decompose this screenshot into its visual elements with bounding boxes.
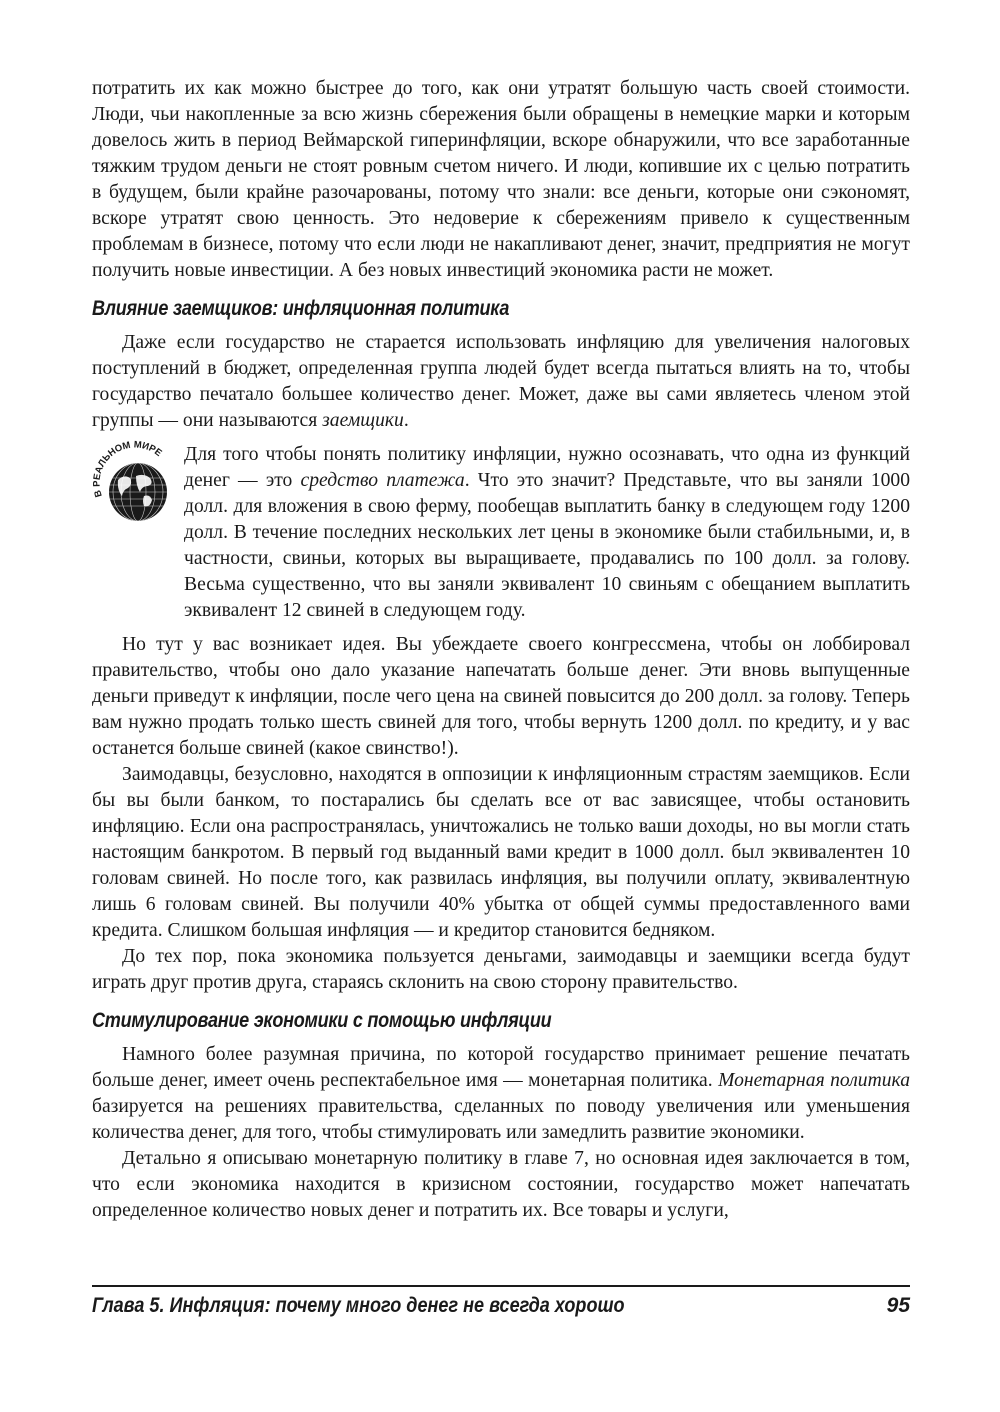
sidebar-text xyxy=(184,442,910,624)
emphasis-term: Монетарная политика xyxy=(718,1070,910,1091)
borrowers-paragraph-1 xyxy=(92,330,910,434)
intro-paragraph: потратить их как можно быстрее до того, как они утратят большую часть своей стоимости. Люди, чьи накопленные за всю жизнь сбережения были обращены в немецкие марки и которым довелось жить в период Веймарской гиперинфляции, вскоре обнаружили, что все заработанные тяжким трудом деньги не стоят ровным счетом ничего. И люди, копившие их с целью потратить в будущем, были крайне разочарованы, потому что знали: все деньги, которые они сэкономят, вскоре утратят свою ценность. Это недоверие к сбережениям привело к существенным проблемам в бизнесе, потому что если люди не накапливают денег, значит, предприятия не могут получить новые инвестиции. А без новых инвестиций экономика расти не может. xyxy=(92,78,910,281)
globe-icon xyxy=(88,440,180,532)
running-chapter-title: Глава 5. Инфляция: почему много денег не всегда хорошо xyxy=(92,1294,625,1317)
paragraph-text: Намного более разумная причина, по которой государство принимает решение печатать больше денег, имеет очень респектабельное имя — монетарная политика. xyxy=(92,1044,910,1091)
page-body xyxy=(92,76,910,1224)
paragraph-text: Даже если государство не старается использовать инфляцию для увеличения налоговых поступлений в бюджет, определенная группа людей будет всегда пытаться влиять на то, чтобы государство печатало большее количество денег. Может, даже вы сами являетесь членом этой группы — они называются xyxy=(92,332,910,431)
footer-divider xyxy=(92,1285,910,1287)
page-footer xyxy=(92,1292,910,1320)
emphasis-term: средство платежа xyxy=(300,470,465,491)
paragraph-text: базируется на решениях правительства, сделанных по поводу увеличения или уменьшения количества денег, для того, чтобы стимулировать или замедлить развитие экономики. xyxy=(92,1096,910,1143)
stimulus-paragraph-2: Детально я описываю монетарную политику в главе 7, но основная идея заключается в том, что если экономика находится в кризисном состоянии, государство может напечатать определенное количество новых денег и потратить их. Все товары и услуги, xyxy=(92,1148,910,1221)
real-world-sidebar xyxy=(92,442,910,624)
paragraph-text: . xyxy=(403,410,409,431)
page-number: 95 xyxy=(886,1294,910,1317)
paragraph-text: Для того чтобы понять политику инфляции, нужно осознавать, что одна из функций денег — это xyxy=(184,444,910,491)
stimulus-paragraph-1 xyxy=(92,1042,910,1146)
borrowers-paragraph-3: Заимодавцы, безусловно, находятся в оппозиции к инфляционным страстям заемщиков. Если бы вы были банком, то постарались бы сделать все от вас зависящее, чтобы остановить инфляцию. Если она распространялась, уничтожались не только ваши доходы, но вы могли стать настоящим банкротом. В первый год выданный вами кредит в 1000 долл. был эквивалентен 10 головам свиней. Но после того, как развилась инфляция, вы получили оплату, эквивалентную лишь 6 головам свиней. Вы получили 40% убытка от общей суммы предоставленного вами кредита. Слишком большая инфляция — и кредитор становится бедняком. xyxy=(92,764,910,941)
borrowers-paragraph-4: До тех пор, пока экономика пользуется деньгами, заимодавцы и заемщики всегда будут играть друг против друга, стараясь склонить на свою сторону правительство. xyxy=(92,946,910,993)
section-heading-borrowers: Влияние заемщиков: инфляционная политика xyxy=(92,297,510,320)
emphasis-term: заемщики xyxy=(322,410,404,431)
svg-text:В РЕАЛЬНОМ МИРЕ: В РЕАЛЬНОМ МИРЕ xyxy=(91,440,164,499)
borrowers-paragraph-2: Но тут у вас возникает идея. Вы убеждаете своего конгрессмена, чтобы он лоббировал правительство, чтобы оно дало указание напечатать больше денег. Эти вновь выпущенные деньги приведут к инфляции, после чего цена на свиней повысится до 200 долл. за голову. Теперь вам нужно продать только шесть свиней для того, чтобы вернуть 1200 долл. по кредиту, и у вас останется больше свиней (какое свинство!). xyxy=(92,634,910,759)
paragraph-text: . Что это значит? Представьте, что вы заняли 1000 долл. для вложения в свою ферму, пообещав выплатить банку в следующем году 1200 долл. В течение последних нескольких лет цены в экономике были стабильными, и, в частности, свиньи, которых вы выращиваете, продавались по 100 долл. за голову. Весьма существенно, что вы заняли эквивалент 10 свиньям с обещанием выплатить эквивалент 12 свиней в следующем году. xyxy=(184,470,911,621)
section-heading-stimulus: Стимулирование экономики с помощью инфляции xyxy=(92,1009,552,1032)
